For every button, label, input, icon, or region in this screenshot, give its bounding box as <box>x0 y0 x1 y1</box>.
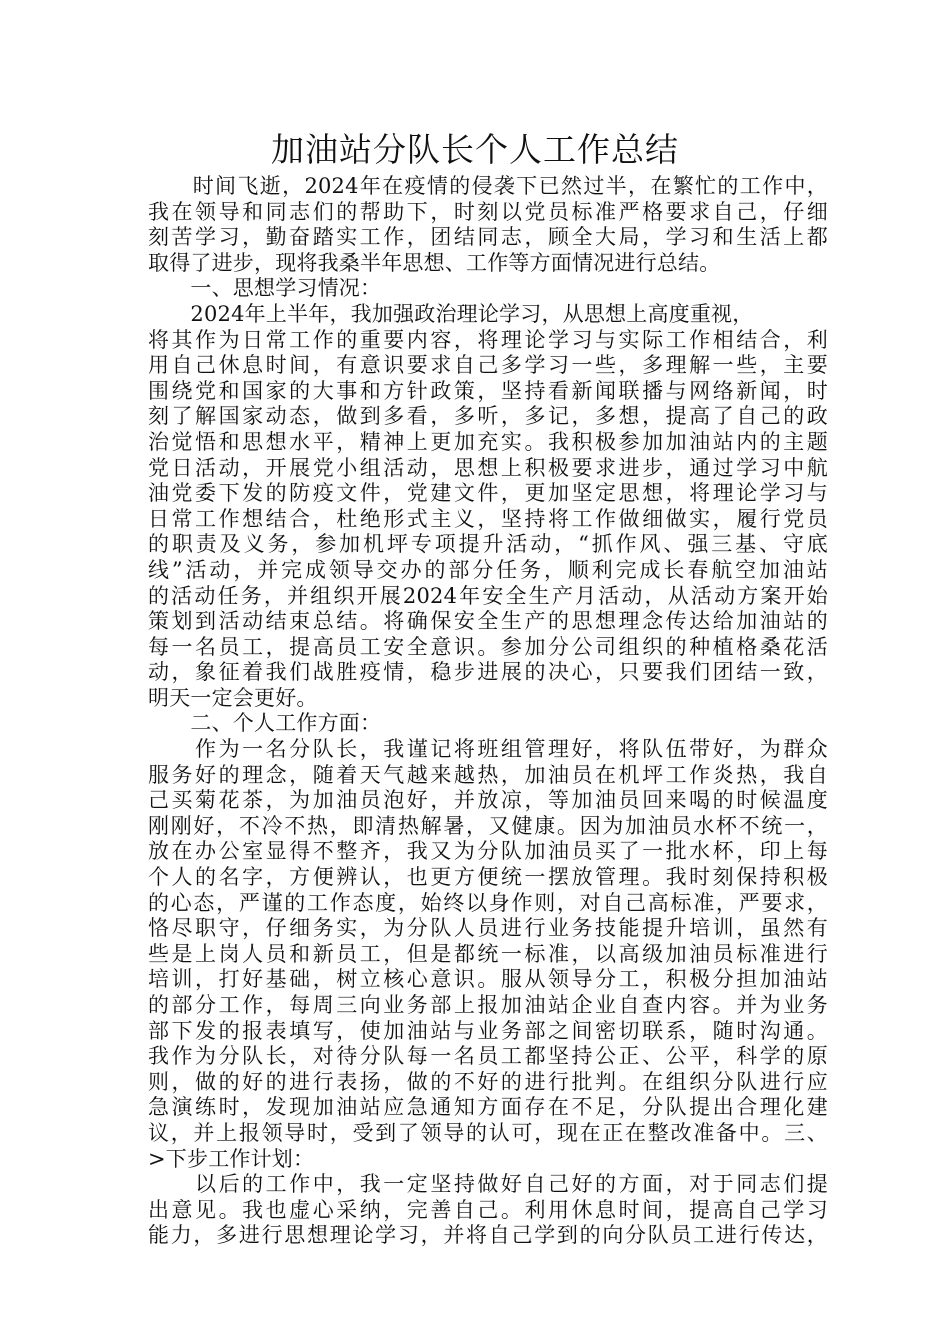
text-line: 的部分工作，每周三向业务部上报加油站企业自查内容。并为业务 <box>148 993 828 1017</box>
text-line: 用自己休息时间，有意识要求自己多学习一些，多理解一些，主要 <box>148 353 828 378</box>
text-line: 服务好的理念，随着天气越来越热，加油员在机坪工作炎热，我自 <box>148 762 828 787</box>
text-line: 时间飞逝，2024年在疫情的侵袭下已然过半，在繁忙的工作中， <box>148 174 828 198</box>
text-line: 围绕党和国家的大事和方针政策，坚持看新闻联播与网络新闻，时 <box>148 378 828 403</box>
text-line: 油党委下发的防疫文件，党建文件，更加坚定思想，将理论学习与 <box>148 481 828 506</box>
text-line: 刻了解国家动态，做到多看，多听，多记，多想，提高了自己的政 <box>148 404 828 429</box>
text-line: 以后的工作中，我一定坚持做好自己好的方面，对于同志们提 <box>148 1172 828 1197</box>
text-line: 培训，打好基础，树立核心意识。服从领导分工，积极分担加油站 <box>148 967 828 992</box>
text-line: 刚刚好，不冷不热，即清热解暑，又健康。因为加油员水杯不统一， <box>148 813 828 838</box>
text-line: 刻苦学习，勤奋踏实工作，团结同志，顾全大局，学习和生活上都 <box>148 225 828 250</box>
text-line: 的职责及义务，参加机坪专项提升活动，“抓作风、强三基、守底 <box>148 532 828 557</box>
text-line: 我作为分队长，对待分队每一名员工都坚持公正、公平，科学的原 <box>148 1044 828 1069</box>
text-line: 每一名员工，提高员工安全意识。参加分公司组织的种植格桑花活 <box>148 634 828 659</box>
text-line: 的心态，严谨的工作态度，始终以身作则，对自己高标准，严要求， <box>148 890 828 915</box>
text-line: 将其作为日常工作的重要内容，将理论学习与实际工作相结合，利 <box>148 327 828 352</box>
text-line: 己买菊花茶，为加油员泡好，并放凉，等加油员回来喝的时候温度 <box>148 788 828 813</box>
text-line: 议，并上报领导时，受到了领导的认可，现在正在整改准备中。三、 <box>148 1120 828 1145</box>
text-line: 急演练时，发现加油站应急通知方面存在不足，分队提出合理化建 <box>148 1095 828 1120</box>
text-line: 出意见。我也虚心采纳，完善自己。利用休息时间，提高自己学习 <box>148 1197 828 1222</box>
text-line: 策划到活动结束总结。将确保安全生产的思想理念传达给加油站的 <box>148 609 828 634</box>
text-line: 放在办公室显得不整齐，我又为分队加油员买了一批水杯，印上每 <box>148 839 828 864</box>
text-line: 个人的名字，方便辨认，也更方便统一摆放管理。我时刻保持积极 <box>148 865 828 890</box>
text-line: 的活动任务，并组织开展2024年安全生产月活动，从活动方案开始 <box>148 583 828 608</box>
text-line: 我在领导和同志们的帮助下，时刻以党员标准严格要求自己，仔细 <box>148 199 828 224</box>
text-line: 治觉悟和思想水平，精神上更加充实。我积极参加加油站内的主题 <box>148 429 828 454</box>
text-line: 部下发的报表填写，使加油站与业务部之间密切联系，随时沟通。 <box>148 1018 828 1043</box>
text-line: 些是上岗人员和新员工，但是都统一标准，以高级加油员标准进行 <box>148 941 828 966</box>
text-line: 取得了进步，现将我桑半年思想、工作等方面情况进行总结。 <box>148 250 721 275</box>
text-line: 作为一名分队长，我谨记将班组管理好，将队伍带好，为群众 <box>148 737 828 762</box>
text-line: 动，象征着我们战胜疫情，稳步进展的决心，只要我们团结一致， <box>148 660 828 685</box>
document-body <box>148 174 828 1249</box>
text-line: 日常工作想结合，杜绝形式主义，坚持将工作做细做实，履行党员 <box>148 506 828 531</box>
text-line: 则，做的好的进行表扬，做的不好的进行批判。在组织分队进行应 <box>148 1069 828 1094</box>
text-line: >下步工作计划： <box>148 1146 315 1171</box>
text-line: 明天一定会更好。 <box>148 685 318 710</box>
text-line: 2024年上半年，我加强政治理论学习，从思想上高度重视， <box>148 301 754 326</box>
text-line: 二、个人工作方面： <box>148 711 382 736</box>
text-line: 线”活动，并完成领导交办的部分任务，顺利完成长春航空加油站 <box>148 557 828 582</box>
text-line: 能力，多进行思想理论学习，并将自己学到的向分队员工进行传达， <box>148 1223 828 1248</box>
text-line: 恪尽职守，仔细务实，为分队人员进行业务技能提升培训，虽然有 <box>148 916 828 941</box>
text-line: 一、思想学习情况： <box>148 276 382 301</box>
text-line: 党日活动，开展党小组活动，思想上积极要求进步，通过学习中航 <box>148 455 828 480</box>
document-title: 加油站分队长个人工作总结 <box>271 130 679 169</box>
